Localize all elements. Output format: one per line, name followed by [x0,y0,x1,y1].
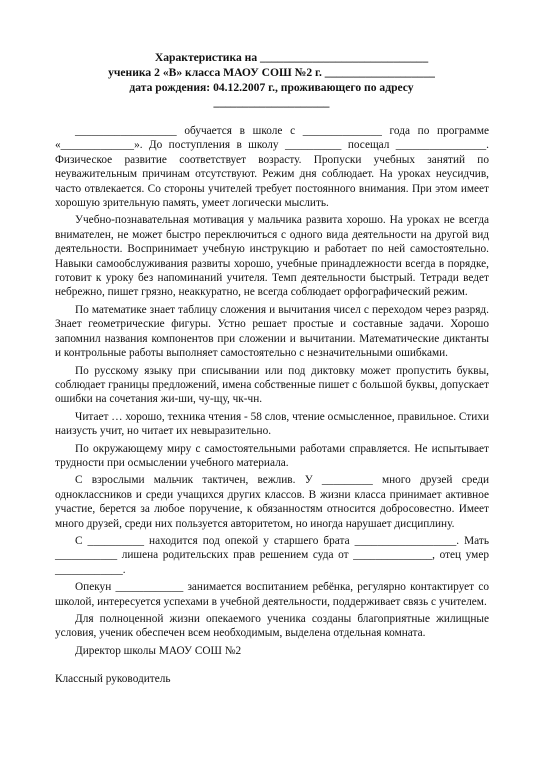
header-address-blank: ____________________ [213,96,330,109]
director-signature: Директор школы МАОУ СОШ №2 [75,644,242,657]
paragraph-math: По математике знает таблицу сложения и вычитания чисел с переходом через разряд. Знает геометрические фигуры. Устно решает простые и составные задачи. Хорошо запомнил названия компонентов при сложении и вычитании. Математические диктанты и контрольные работы выполняет самостоятельно с незначительными ошибками. [55,303,489,360]
document-body [55,124,489,690]
header-birth-date: дата рождения: 04.12.2007 г., проживающего по адресу [129,81,414,94]
header-student-class: ученика 2 «В» класса МАОУ СОШ №2 г. ___________________ [108,66,435,79]
paragraph-social: С взрослыми мальчик тактичен, вежлив. У _________ много друзей среди одноклассников и среди учащихся других классов. В жизни класса принимает активное участие, берется за любое поручение, к обязанностям относится добросовестно. Имеет много друзей, среди них пользуется авторитетом, но иногда нарушает дисциплину. [55,474,489,530]
document-header [0,50,543,110]
paragraph-russian: По русскому языку при списывании или под диктовку может пропустить буквы, соблюдает границы предложений, имена собственные пишет с большой буквы, допускает ошибки на сочетания жи-ши, чу-щу, чк-чн. [55,364,489,406]
header-title: Характеристика на _____________________________ [154,51,429,64]
paragraph-living-conditions: Для полноценной жизни опекаемого ученика созданы благоприятные жилищные условия, ученик обеспечен всем необходимым, выделена отдельная комната. [55,613,489,640]
paragraph-world: По окружающему миру с самостоятельными работами справляется. Не испытывает трудности при осмыслении учебного материала. [55,442,489,469]
paragraph-guardian: Опекун ____________ занимается воспитанием ребёнка, регулярно контактирует со школой, интересуется успехами в учебной деятельности, поддерживает связь с учителем. [55,581,489,608]
paragraph-reading: Читает … хорошо, техника чтения - 58 слов, чтение осмысленное, правильное. Стихи наизусть учит, но читает их невыразительно. [55,410,489,438]
paragraph-general: __________________ обучается в школе с ______________ года по программе «_____________». До поступления в школу __________ посещал ________________. Физическое развитие соответствует возрасту. Пропуски учебных занятий по неуважительным причинам отсутствуют. Режим дня соблюдает. На уроках неусидчив, часто отвлекается. Со стороны учителей требует постоянного внимания. При этом имеет хорошую зрительную память, умеет логически мыслить. [55,125,489,210]
paragraph-motivation: Учебно-познавательная мотивация у мальчика развита хорошо. На уроках не всегда внимателен, не может быстро переключиться с одного вида деятельности на другой вид деятельности. Воспринимает учебную инструкцию и работает по ней самостоятельно. Навыки самообслуживания развиты хорошо, учебные принадлежности всегда в порядке, готовит к уроку без напоминаний учителя. Темп деятельности быстрый. Тетради ведет небрежно, пишет грязно, неаккуратно, не всегда соблюдает орфографический режим. [55,214,489,299]
class-teacher-signature: Классный руководитель [55,673,171,686]
paragraph-guardianship: С __________ находится под опекой у старшего брата __________________. Мать ___________ лишена родительских прав решением суда от ______________, отец умер ____________. [55,534,489,576]
